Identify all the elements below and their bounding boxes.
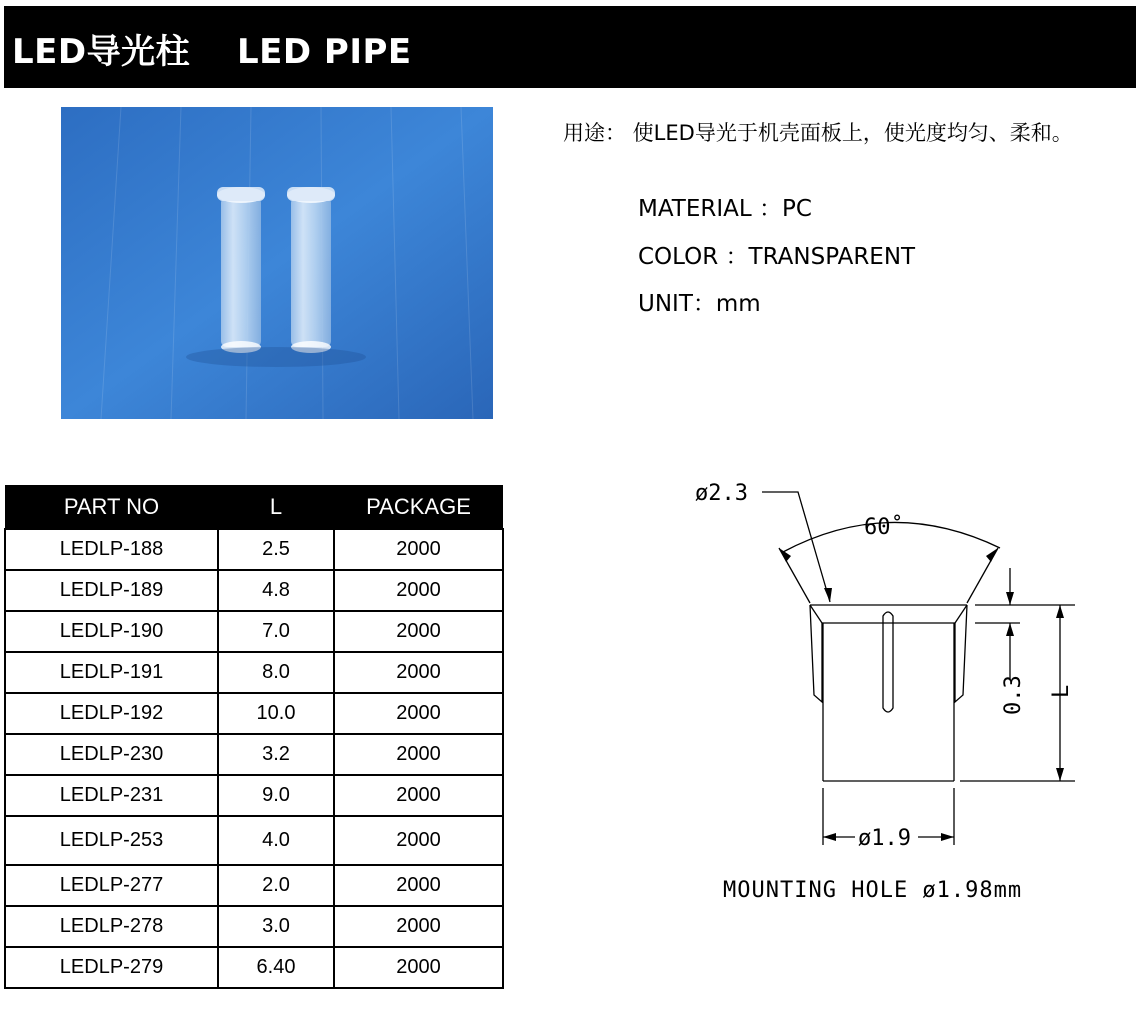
table-row <box>5 906 503 947</box>
cell-part-no: LEDLP-279 <box>5 947 218 988</box>
header-bar <box>4 6 1136 88</box>
cell-part-no: LEDLP-278 <box>5 906 218 947</box>
cell-part-no: LEDLP-189 <box>5 570 218 611</box>
table-row <box>5 775 503 816</box>
cell-length: 4.8 <box>218 570 334 611</box>
table-row <box>5 529 503 570</box>
cell-package: 2000 <box>334 947 503 988</box>
table-row <box>5 865 503 906</box>
cell-length: 2.0 <box>218 865 334 906</box>
cell-part-no: LEDLP-190 <box>5 611 218 652</box>
header-length: L <box>218 485 334 529</box>
cell-package: 2000 <box>334 693 503 734</box>
header-package: PACKAGE <box>334 485 503 529</box>
table-row <box>5 947 503 988</box>
cell-length: 10.0 <box>218 693 334 734</box>
mounting-hole-label: MOUNTING HOLE ø1.98mm <box>723 878 1023 903</box>
table-row <box>5 693 503 734</box>
dim-top-diameter: ø2.3 <box>695 481 748 506</box>
table-row <box>5 570 503 611</box>
dim-angle: 60˚ <box>864 515 904 540</box>
technical-drawing-svg <box>690 470 1090 910</box>
cell-length: 3.0 <box>218 906 334 947</box>
color-spec: COLOR ：TRANSPARENT <box>638 244 916 270</box>
cell-length: 4.0 <box>218 816 334 865</box>
cell-part-no: LEDLP-230 <box>5 734 218 775</box>
technical-drawing <box>690 470 1090 910</box>
cell-length: 8.0 <box>218 652 334 693</box>
table-row <box>5 734 503 775</box>
cell-length: 9.0 <box>218 775 334 816</box>
cell-length: 7.0 <box>218 611 334 652</box>
usage-text: 用途： 使LED导光于机壳面板上，使光度均匀、柔和。 <box>563 121 1073 145</box>
cell-package: 2000 <box>334 734 503 775</box>
cell-part-no: LEDLP-192 <box>5 693 218 734</box>
cell-package: 2000 <box>334 906 503 947</box>
dim-0-3: 0.3 <box>1001 675 1026 715</box>
cell-part-no: LEDLP-188 <box>5 529 218 570</box>
page-title: LED导光柱 LED PIPE <box>12 32 412 72</box>
product-photo-image <box>61 107 493 419</box>
cell-part-no: LEDLP-253 <box>5 816 218 865</box>
table-row <box>5 652 503 693</box>
unit-spec: UNIT：mm <box>638 291 761 317</box>
cell-package: 2000 <box>334 611 503 652</box>
cell-package: 2000 <box>334 775 503 816</box>
material-spec: MATERIAL ：PC <box>638 196 812 222</box>
table-row <box>5 611 503 652</box>
cell-part-no: LEDLP-277 <box>5 865 218 906</box>
cell-package: 2000 <box>334 816 503 865</box>
dim-length: L <box>1049 684 1074 698</box>
cell-length: 6.40 <box>218 947 334 988</box>
cell-package: 2000 <box>334 865 503 906</box>
product-photo <box>61 107 493 419</box>
cell-package: 2000 <box>334 570 503 611</box>
header-part-no: PART NO <box>5 485 218 529</box>
cell-length: 2.5 <box>218 529 334 570</box>
table-row <box>5 816 503 865</box>
cell-length: 3.2 <box>218 734 334 775</box>
parts-table <box>4 485 504 989</box>
table-header-row <box>5 485 503 529</box>
cell-part-no: LEDLP-231 <box>5 775 218 816</box>
cell-package: 2000 <box>334 529 503 570</box>
cell-package: 2000 <box>334 652 503 693</box>
cell-part-no: LEDLP-191 <box>5 652 218 693</box>
dim-bottom-diameter: ø1.9 <box>858 826 911 851</box>
